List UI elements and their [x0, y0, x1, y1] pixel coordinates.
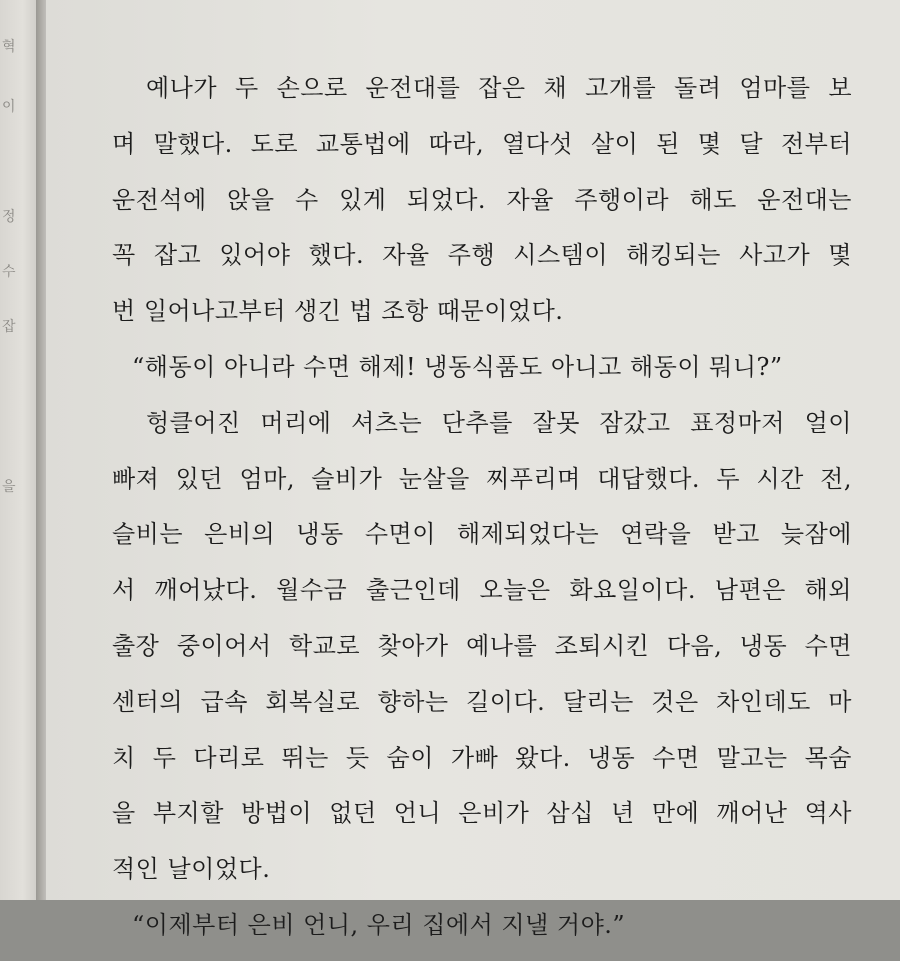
text-line: 출장 중이어서 학교로 찾아가 예나를 조퇴시킨 다음, 냉동 수면 [112, 631, 852, 660]
left-page-bleed-char: 정 [2, 209, 16, 225]
dialog-paragraph [112, 347, 852, 403]
left-page-bleed-char: 수 [2, 264, 16, 280]
left-page-edge [0, 0, 38, 900]
left-page-bleed-char: 혁 [2, 39, 16, 55]
text-line: 며 말했다. 도로 교통법에 따라, 열다섯 살이 된 몇 달 전부터 [112, 129, 852, 158]
left-page-bleed-char: 잡 [2, 319, 16, 335]
text-line: “이제부터 은비 언니, 우리 집에서 지낼 거야.” [132, 910, 626, 939]
text-line: 꼭 잡고 있어야 했다. 자율 주행 시스템이 해킹되는 사고가 몇 [112, 241, 852, 270]
text-line: 헝클어진 머리에 셔츠는 단추를 잘못 잠갔고 표정마저 얼이 [146, 408, 852, 437]
text-line: 운전석에 앉을 수 있게 되었다. 자율 주행이라 해도 운전대는 [112, 185, 852, 214]
text-line: 치 두 다리로 뛰는 듯 숨이 가빠 왔다. 냉동 수면 말고는 목숨 [112, 743, 852, 772]
text-line: 슬비는 은비의 냉동 수면이 해제되었다는 연락을 받고 늦잠에 [112, 520, 852, 549]
dialog-paragraph [112, 905, 852, 961]
text-line: 적인 날이었다. [112, 855, 271, 884]
paragraph [112, 68, 852, 347]
text-line: 서 깨어났다. 월수금 출근인데 오늘은 화요일이다. 남편은 해외 [112, 576, 852, 605]
paragraph [112, 403, 852, 905]
text-line: “해동이 아니라 수면 해제! 냉동식품도 아니고 해동이 뭐니?” [132, 352, 783, 381]
text-line: 을 부지할 방법이 없던 언니 은비가 삼십 년 만에 깨어난 역사 [112, 799, 852, 828]
text-line: 예나가 두 손으로 운전대를 잡은 채 고개를 돌려 엄마를 보 [146, 74, 852, 102]
text-line: 센터의 급속 회복실로 향하는 길이다. 달리는 것은 차인데도 마 [112, 687, 852, 716]
text-line: 번 일어나고부터 생긴 법 조항 때문이었다. [112, 297, 564, 326]
page-body-text [112, 68, 852, 961]
left-page-bleed-char: 이 [2, 99, 16, 115]
book-page [46, 0, 900, 939]
text-line: 빠져 있던 엄마, 슬비가 눈살을 찌푸리며 대답했다. 두 시간 전, [112, 464, 852, 493]
left-page-bleed-char: 을 [2, 479, 16, 495]
